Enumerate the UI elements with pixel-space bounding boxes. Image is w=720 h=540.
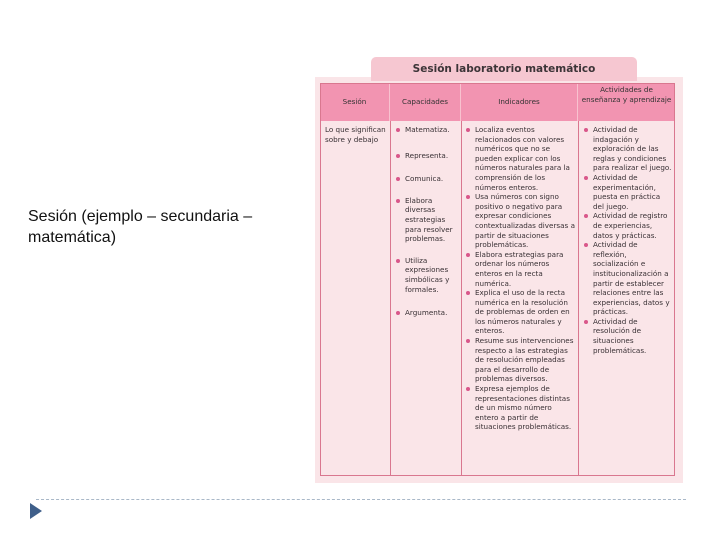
list-item: Elabora estrategias para ordenar los números enteros en la recta numérica. [465,250,576,288]
list-item: Argumenta. [395,308,459,318]
list-item: Actividad de registro de experiencias, datos y prácticas. [583,211,673,240]
next-slide-arrow-icon[interactable] [30,503,42,519]
actividades-list [583,125,673,355]
actividades-cell [583,125,673,355]
indicadores-cell [465,125,576,432]
header-indicadores: Indicadores [461,83,578,121]
list-item: Actividad de resolución de situaciones problemáticas. [583,317,673,355]
list-item: Actividad de experimentación, puesta en práctica del juego. [583,173,673,211]
list-item: Utiliza expresiones simbólicas y formales. [395,256,459,294]
list-item: Localiza eventos relacionados con valores numéricos que no se pueden explicar con los números naturales para la comprensión de los números enteros. [465,125,576,192]
sesion-cell: Lo que significan sobre y debajo [325,125,386,144]
column-divider [578,121,579,476]
capacidades-list [395,125,459,318]
column-divider [390,121,391,476]
slide-caption: Sesión (ejemplo – secundaria – matemática) [28,208,253,246]
list-item: Resume sus intervenciones respecto a las estrategias de resolución empleadas para el desarrollo de problemas diversos. [465,336,576,384]
table-title: Sesión laboratorio matemático [371,57,637,81]
header-capacidades: Capacidades [390,83,461,121]
header-sesion: Sesión [320,83,390,121]
list-item: Actividad de indagación y exploración de las reglas y condiciones para realizar el juego. [583,125,673,173]
list-item: Comunica. [395,174,459,184]
list-item: Expresa ejemplos de representaciones distintas de un mismo número entero a partir de situaciones problemáticas. [465,384,576,432]
session-table [320,83,675,476]
list-item: Matematiza. [395,125,459,135]
list-item: Elabora diversas estrategias para resolver problemas. [395,196,459,244]
list-item: Usa números con signo positivo o negativo para expresar condiciones contextualizadas diversas a partir de situaciones problemáticas. [465,192,576,250]
footer-divider [36,499,686,500]
column-divider [461,121,462,476]
capacidades-cell [395,125,459,318]
list-item: Representa. [395,151,459,161]
indicadores-list [465,125,576,432]
list-item: Actividad de reflexión, socialización e institucionalización a partir de establecer relaciones entre las experiencias, datos y prácticas. [583,240,673,317]
header-actividades: Actividades de enseñanza y aprendizaje [578,83,675,121]
list-item: Explica el uso de la recta numérica en la resolución de problemas de orden en los números naturales y enteros. [465,288,576,336]
